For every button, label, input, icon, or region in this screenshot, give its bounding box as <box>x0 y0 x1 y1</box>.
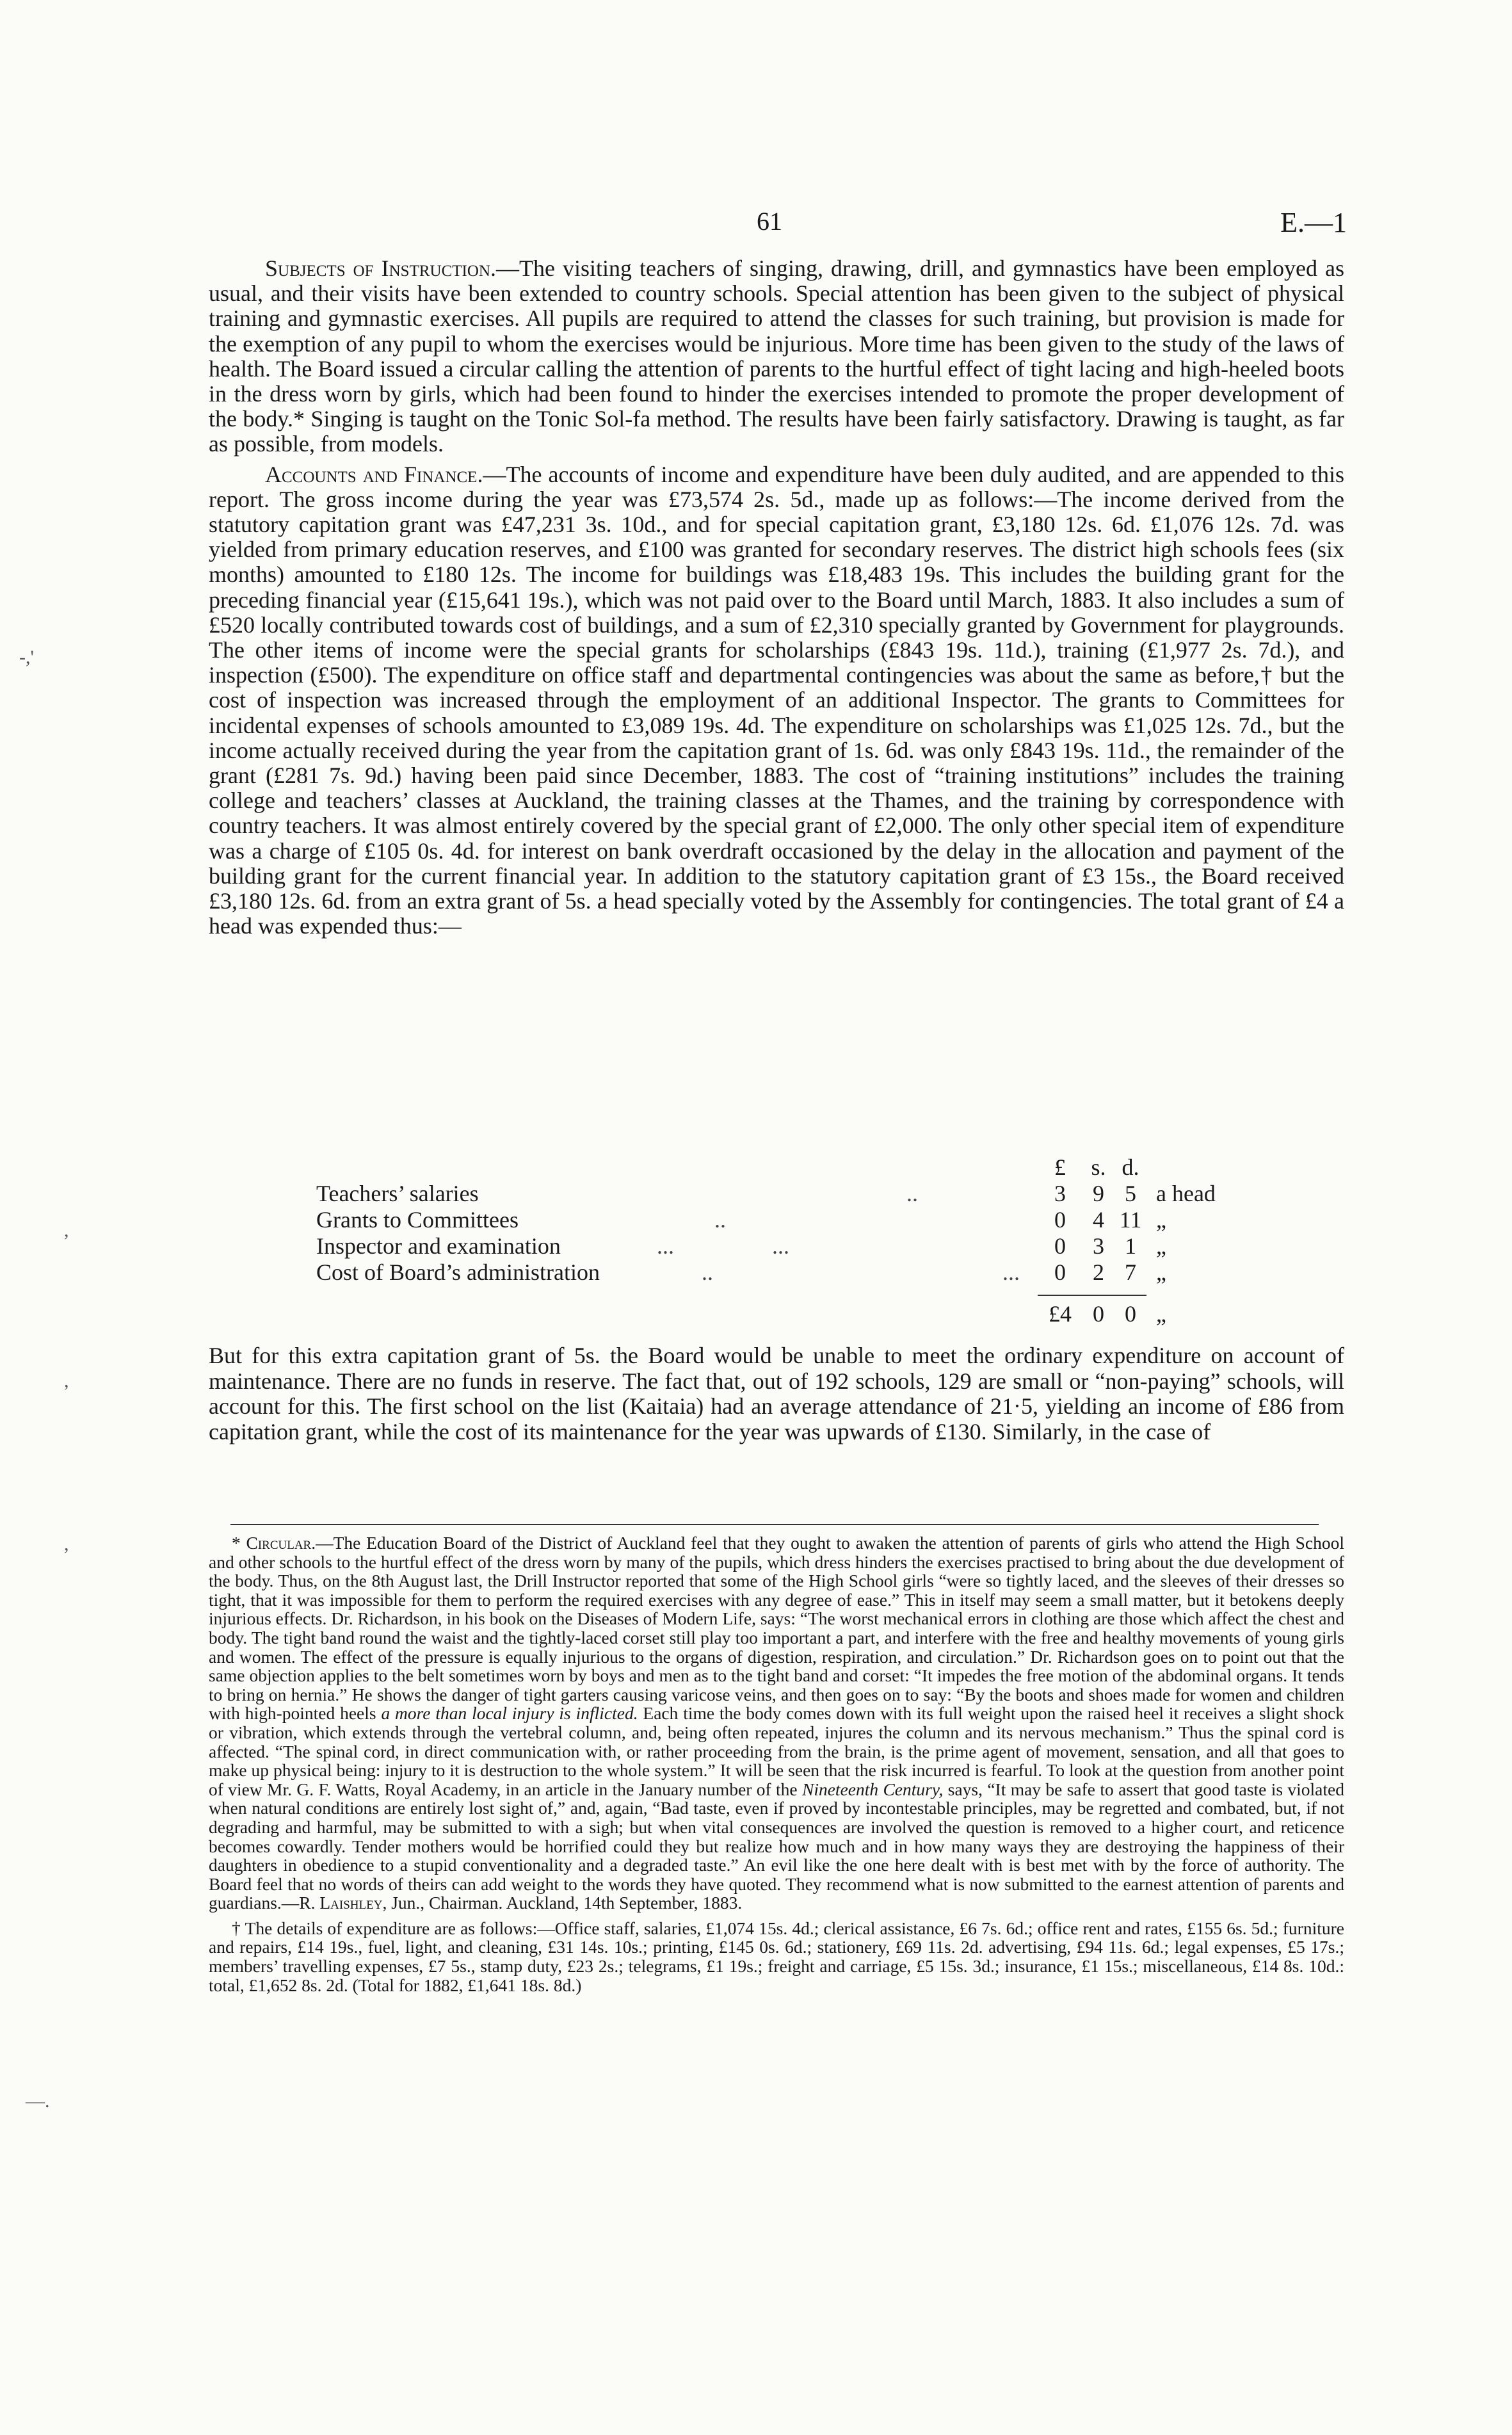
paragraph-after-table: But for this extra capitation grant of 5s. the Board would be unable to meet the ordinary expenditure on account of maintenance. There are no funds in reserve. The fact that, out of 192 schools, 129 are small or “non-paying” schools, will account for this. The first school on the list (Kaitaia) had an average attendance of 21·5, yielding an income of £86 from capitation grant, while the cost of its maintenance for the year was upwards of £130. Similarly, in the case of <box>209 1343 1344 1444</box>
col-header-shillings: s. <box>1091 1154 1106 1180</box>
margin-mark: —. <box>26 2091 50 2112</box>
text-accounts: —The accounts of income and expenditure have been duly audited, and are appended to this report. The gross income during the year was £73,574 2s. 5d., made up as follows:—The income derived from the statutory capitation grant was £47,231 3s. 10d., and for special capitation grant, £3,180 12s. 6d. £1,076 12s. 7d. was yielded from primary education reserves, and £100 was granted for secondary reserves. The district high schools fees (six months) amounted to £180 12s. The income for buildings was £18,483 19s. This includes the building grant for the preceding financial year (£15,641 19s.), which was not paid over to the Board until March, 1883. It also includes a sum of £520 locally contributed towards cost of buildings, and a sum of £2,310 specially granted by Government for playgrounds. The other items of income were the special grants for scholarships (£843 19s. 11d.), training (£1,977 2s. 7d.), and inspection (£500). The expenditure on office staff and departmental contingencies was about the same as before,† but the cost of inspection was increased through the employment of an additional Inspector. The grants to Committees for incidental expenses of schools amounted to £3,089 19s. 4d. The expenditure on scholarships was £1,025 12s. 7d., but the income actually received during the year from the capitation grant of 1s. 6d. was only £843 19s. 11d., the remainder of the grant (£281 7s. 9d.) having been paid since December, 1883. The cost of “training institutions” includes the training college and teachers’ classes at Auckland, the training classes at the Thames, and the training by correspondence with country teachers. It was almost entirely covered by the special grant of £2,000. The only other special item of expenditure was a charge of £105 0s. 4d. for interest on bank overdraft occasioned by the delay in the allocation and payment of the building grant for the current financial year. In addition to the statutory capitation grant of £3 15s., the Board received £3,180 12s. 6d. from an extra grant of 5s. a head specially voted by the Assembly for contingencies. The total grant of £4 a head was expended thus:— <box>209 461 1344 939</box>
footnote-expenditure-details: † The details of expenditure are as follows:—Office staff, salaries, £1,074 15s. 4d.; clerical assistance, £6 7s. 6d.; office rent and rates, £155 6s. 5d.; furniture and repairs, £14 19s., fuel, light, and cleaning, £31 14s. 10s.; printing, £145 0s. 6d.; stationery, £69 11s. 2d. advertising, £94 11s. 6d.; legal expenses, £5 17s.; members’ travelling expenses, £7 5s., stamp duty, £23 2s.; telegrams, £1 19s.; freight and carriage, £5 15s. 3d.; insurance, £1 15s.; miscellaneous, £14 8s. 10d.: total, £1,652 8s. 2d. (Total for 1882, £1,641 18s. 8d.) <box>209 1918 1344 1995</box>
footnote-circular-text: —The Education Board of the District of Auckland feel that they ought to awaken the attention of parents of girls who attend the High School and other schools to the hurtful effect of the dress worn by many of the pupils, which dress hinders the exercises practised to bring about the due development of the body. Thus, on the 8th August last, the Drill Instructor reported that some of the High School girls “were so tightly laced, and the sleeves of their dresses so tight, that it was impossible for them to perform the required exercises with any degree of ease.” This in itself may seem a small matter, but it betokens deeply injurious effects. Dr. Richardson, in his book on the Diseases of Modern Life, says: “The worst mechanical errors in clothing are those which affect the chest and body. The tight band round the waist and the tightly-laced corset still play too important a part, and interfere with the free and healthy movements of young girls and women. The effect of the pressure is equally injurious to the organs of digestion, respiration, and circulation.” Dr. Richardson goes on to point out that the same objection applies to the belt sometimes worn by boys and men as to the tight band and corset: “It impedes the free motion of the abdominal organs. It tends to bring on hernia.” He shows the danger of tight garters causing varicose veins, and then goes on to say: “By the boots and shoes made for women and children with high-pointed heels <box>209 1533 1344 1724</box>
footnote-divider <box>230 1524 1319 1525</box>
page-number: 61 <box>757 207 782 236</box>
heading-instruction: Subjects of Instruction. <box>265 255 496 281</box>
table-header-row <box>209 1154 1344 1181</box>
page-header <box>0 206 1512 245</box>
cell-shillings: 3 <box>1093 1233 1104 1259</box>
margin-mark: -,' <box>19 647 34 668</box>
cell-pounds: 0 <box>1054 1207 1066 1233</box>
expenditure-table <box>209 1154 1344 1327</box>
cell-unit: a head <box>1156 1181 1216 1206</box>
row-label: Teachers’ salaries <box>316 1181 479 1206</box>
leader-dots: .. <box>702 1259 713 1285</box>
main-text <box>209 256 1344 939</box>
footnotes <box>209 1533 1344 2001</box>
cell-pounds: 0 <box>1054 1259 1066 1285</box>
footnote-circular-text-3: says, “It may be safe to assert that good taste is violated when natural conditions are entirely lost sight of,” and, again, “Bad taste, even if proved by incontestable principles, may be regretted and combated, but, if not degrading and harmful, may be submitted to with a sigh; but when vital consequences are involved the question is removed to a higher court, and reticence becomes cowardly. Tender mothers would be horrified could they but realize how much and in how many ways they are destroying the happiness of their daughters in obedience to a stupid conventionality and a degraded taste.” An evil like the one here dealt with is best met with by the force of authority. The Board feel that no words of theirs can add weight to the words they have quoted. They recommend what is now submitted to the earnest attention of parents and guardians.— <box>209 1779 1344 1913</box>
total-pounds: £4 <box>1049 1301 1072 1327</box>
footnote-circular-text-2: Each time the body comes down with its full weight upon the raised heel it receives a slight shock or vibration, which extends through the vertebral column, and, being often repeated, injures the column and its nervous mechanism.” Thus the spinal cord is affected. “The spinal cord, in direct communication with, or rather proceeding from the brain, is the prime agent of movement, sensation, and all that goes to make up physical being: injury to it is destruction to the whole system.” It will be seen that the risk incurred is fearful. To look at the question from another point of view Mr. G. F. Watts, Royal Academy, in an article in the January number of the <box>209 1703 1344 1799</box>
row-label: Grants to Committees <box>316 1207 519 1233</box>
leader-dots: ... <box>657 1233 674 1259</box>
leader-dots: ... <box>772 1233 789 1259</box>
margin-mark: , <box>64 1220 69 1241</box>
row-label: Cost of Board’s administration <box>316 1259 600 1285</box>
paragraph-accounts <box>209 462 1344 939</box>
text-instruction: —The visiting teachers of singing, drawing, drill, and gymnastics have been employed as usual, and their visits have been extended to country schools. Special attention has been given to the subject of physical training and gymnastic exercises. All pupils are required to attend the classes for such training, but provision is made for the exemption of any pupil to whom the exercises would be injurious. More time has been given to the study of the laws of health. The Board issued a circular calling the attention of parents to the hurtful effect of tight lacing and high-heeled boots in the dress worn by girls, which had been found to hinder the exercises intended to promote the proper development of the body.* Singing is taught on the Tonic Sol-fa method. The results have been fairly satisfactory. Drawing is taught, as far as possible, from models. <box>209 255 1345 457</box>
footnote-circular <box>209 1533 1344 1913</box>
cell-shillings: 4 <box>1093 1207 1104 1233</box>
footnote-marker-asterisk: * <box>232 1533 246 1553</box>
total-shillings: 0 <box>1093 1301 1104 1327</box>
cell-shillings: 9 <box>1093 1181 1104 1206</box>
table-total-row <box>209 1301 1344 1327</box>
footnote-italic-phrase: a more than local injury is inflicted. <box>381 1703 638 1724</box>
table-row <box>209 1259 1344 1286</box>
cell-pence: 5 <box>1125 1181 1136 1206</box>
footnote-signature: R. Laishley <box>299 1893 383 1913</box>
footnote-circular-text-4: , Jun., Chairman. Auckland, 14th September, 1883. <box>382 1893 743 1913</box>
total-rule-row <box>209 1286 1344 1301</box>
margin-mark: , <box>64 1370 69 1391</box>
cell-unit: „ <box>1156 1233 1166 1259</box>
cell-pence: 11 <box>1119 1207 1142 1233</box>
footnote-journal-title: Nineteenth Century, <box>801 1779 944 1799</box>
leader-dots: .. <box>906 1181 918 1206</box>
total-unit: „ <box>1156 1301 1166 1327</box>
cell-pounds: 3 <box>1054 1181 1066 1206</box>
table-row <box>209 1181 1344 1207</box>
paragraph-instruction <box>209 256 1344 457</box>
table-row <box>209 1233 1344 1259</box>
total-pence: 0 <box>1125 1301 1136 1327</box>
col-header-pence: d. <box>1122 1154 1139 1180</box>
cell-pence: 7 <box>1125 1259 1136 1285</box>
leader-dots: .. <box>714 1207 726 1233</box>
cell-pence: 1 <box>1125 1233 1136 1259</box>
footnote-circular-heading: Circular. <box>246 1533 316 1553</box>
cell-pounds: 0 <box>1054 1233 1066 1259</box>
cell-shillings: 2 <box>1093 1259 1104 1285</box>
row-label: Inspector and examination <box>316 1233 561 1259</box>
cell-unit: „ <box>1156 1207 1166 1233</box>
heading-accounts: Accounts and Finance. <box>265 461 483 487</box>
table-row <box>209 1207 1344 1233</box>
text-after-table <box>209 1343 1344 1444</box>
leader-dots: ... <box>1002 1259 1020 1285</box>
col-header-pounds: £ <box>1054 1154 1066 1180</box>
document-reference: E.—1 <box>1280 207 1347 238</box>
margin-mark: , <box>64 1533 69 1555</box>
cell-unit: „ <box>1156 1259 1166 1285</box>
total-rule <box>1038 1295 1146 1296</box>
